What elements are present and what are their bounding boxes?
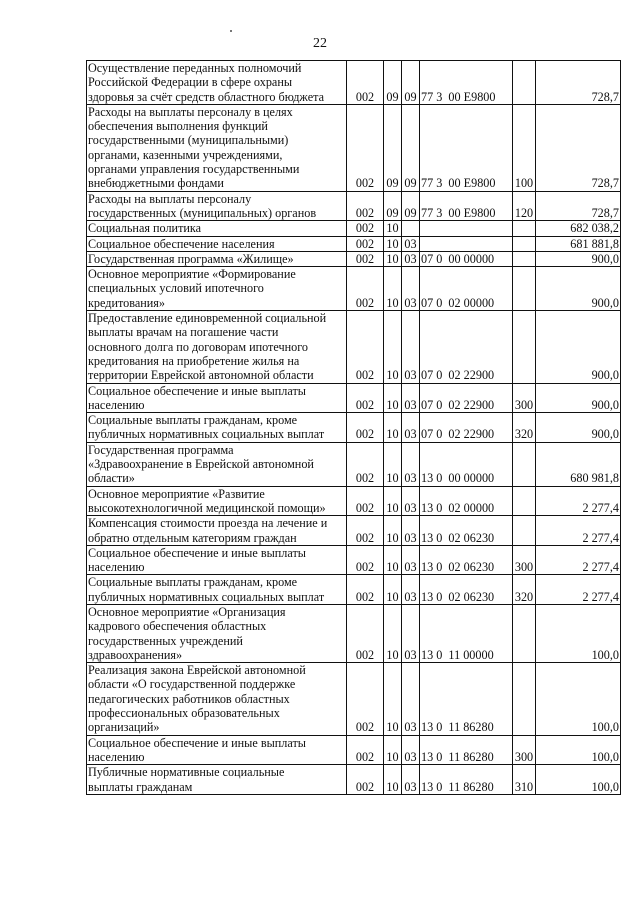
row-name: Реализация закона Еврейской автономной области «О государственной поддержке педагогических работников областных профессиональных образовательных организаций» [87, 663, 347, 735]
row-amount: 900,0 [536, 413, 621, 443]
row-section-code: 10 [384, 735, 402, 765]
row-name: Социальное обеспечение населения [87, 236, 347, 251]
row-amount: 728,7 [536, 61, 621, 105]
row-expense-type [513, 311, 536, 383]
row-subsection-code: 03 [402, 267, 420, 311]
row-subsection-code: 03 [402, 765, 420, 795]
row-amount: 680 981,8 [536, 442, 621, 486]
row-ved-code: 002 [347, 765, 384, 795]
row-amount: 682 038,2 [536, 221, 621, 236]
row-ved-code: 002 [347, 311, 384, 383]
row-name: Основное мероприятие «Развитие высокотехнологичной медицинской помощи» [87, 486, 347, 516]
row-ved-code: 002 [347, 383, 384, 413]
row-target-article: 13 0 11 86280 [420, 663, 513, 735]
row-amount: 2 277,4 [536, 516, 621, 546]
row-section-code: 10 [384, 486, 402, 516]
row-target-article: 13 0 11 00000 [420, 604, 513, 662]
row-name: Компенсация стоимости проезда на лечение и обратно отдельным категориям граждан [87, 516, 347, 546]
row-ved-code: 002 [347, 735, 384, 765]
row-expense-type [513, 663, 536, 735]
scan-dot [230, 30, 232, 32]
row-section-code: 09 [384, 191, 402, 221]
table-row [87, 251, 621, 266]
row-ved-code: 002 [347, 191, 384, 221]
row-expense-type: 320 [513, 575, 536, 605]
table-row [87, 516, 621, 546]
row-amount: 100,0 [536, 663, 621, 735]
row-ved-code: 002 [347, 236, 384, 251]
row-section-code: 10 [384, 663, 402, 735]
table-row [87, 221, 621, 236]
row-subsection-code: 03 [402, 251, 420, 266]
row-amount: 100,0 [536, 735, 621, 765]
table-row [87, 104, 621, 191]
row-target-article: 13 0 02 06230 [420, 516, 513, 546]
row-section-code: 10 [384, 442, 402, 486]
row-subsection-code: 09 [402, 191, 420, 221]
row-subsection-code: 03 [402, 545, 420, 575]
row-name: Основное мероприятие «Организация кадрового обеспечения областных государственных учреждений здравоохранения» [87, 604, 347, 662]
row-name: Государственная программа «Здравоохранение в Еврейской автономной области» [87, 442, 347, 486]
row-subsection-code: 03 [402, 604, 420, 662]
page-number: 22 [313, 36, 327, 51]
table-row [87, 575, 621, 605]
row-name: Государственная программа «Жилище» [87, 251, 347, 266]
row-expense-type [513, 516, 536, 546]
row-target-article: 13 0 11 86280 [420, 765, 513, 795]
row-subsection-code: 03 [402, 575, 420, 605]
table-row [87, 413, 621, 443]
row-expense-type: 300 [513, 735, 536, 765]
row-name: Социальное обеспечение и иные выплаты населению [87, 383, 347, 413]
table-row [87, 383, 621, 413]
row-amount: 728,7 [536, 104, 621, 191]
row-subsection-code: 03 [402, 442, 420, 486]
row-target-article: 07 0 02 22900 [420, 311, 513, 383]
row-amount: 900,0 [536, 383, 621, 413]
row-section-code: 10 [384, 251, 402, 266]
row-name: Социальное обеспечение и иные выплаты населению [87, 545, 347, 575]
table-row [87, 61, 621, 105]
row-subsection-code: 03 [402, 486, 420, 516]
row-target-article [420, 221, 513, 236]
row-name: Социальные выплаты гражданам, кроме публичных нормативных социальных выплат [87, 413, 347, 443]
row-expense-type [513, 251, 536, 266]
row-subsection-code [402, 221, 420, 236]
row-section-code: 10 [384, 221, 402, 236]
row-name: Осуществление переданных полномочий Российской Федерации в сфере охраны здоровья за счёт средств областного бюджета [87, 61, 347, 105]
row-name: Публичные нормативные социальные выплаты гражданам [87, 765, 347, 795]
table-row [87, 765, 621, 795]
row-expense-type: 300 [513, 545, 536, 575]
row-subsection-code: 03 [402, 413, 420, 443]
row-section-code: 10 [384, 545, 402, 575]
row-section-code: 10 [384, 575, 402, 605]
row-expense-type: 310 [513, 765, 536, 795]
row-target-article: 07 0 02 00000 [420, 267, 513, 311]
row-name: Расходы на выплаты персоналу государственных (муниципальных) органов [87, 191, 347, 221]
row-amount: 900,0 [536, 267, 621, 311]
row-section-code: 09 [384, 104, 402, 191]
row-target-article: 13 0 02 06230 [420, 545, 513, 575]
row-target-article: 13 0 11 86280 [420, 735, 513, 765]
table-row [87, 191, 621, 221]
row-subsection-code: 03 [402, 516, 420, 546]
row-ved-code: 002 [347, 516, 384, 546]
table-row [87, 604, 621, 662]
row-name: Основное мероприятие «Формирование специальных условий ипотечного кредитования» [87, 267, 347, 311]
row-target-article: 13 0 00 00000 [420, 442, 513, 486]
row-subsection-code: 03 [402, 735, 420, 765]
row-amount: 728,7 [536, 191, 621, 221]
row-name: Социальная политика [87, 221, 347, 236]
row-ved-code: 002 [347, 104, 384, 191]
row-section-code: 10 [384, 311, 402, 383]
row-expense-type [513, 236, 536, 251]
row-subsection-code: 09 [402, 104, 420, 191]
row-name: Расходы на выплаты персоналу в целях обеспечения выполнения функций государственными (муниципальными) органами, казенными учреждениями, органами управления государственными внебюджетными фондами [87, 104, 347, 191]
budget-table [86, 60, 621, 795]
row-target-article: 13 0 02 00000 [420, 486, 513, 516]
row-name: Социальное обеспечение и иные выплаты населению [87, 735, 347, 765]
row-expense-type [513, 267, 536, 311]
row-amount: 681 881,8 [536, 236, 621, 251]
row-target-article [420, 236, 513, 251]
row-section-code: 09 [384, 61, 402, 105]
row-target-article: 07 0 02 22900 [420, 383, 513, 413]
row-ved-code: 002 [347, 663, 384, 735]
row-subsection-code: 03 [402, 663, 420, 735]
table-row [87, 442, 621, 486]
row-name: Социальные выплаты гражданам, кроме публичных нормативных социальных выплат [87, 575, 347, 605]
table-row [87, 486, 621, 516]
table-row [87, 735, 621, 765]
row-amount: 100,0 [536, 765, 621, 795]
row-target-article: 77 3 00 Е9800 [420, 104, 513, 191]
row-ved-code: 002 [347, 486, 384, 516]
row-expense-type [513, 442, 536, 486]
row-amount: 900,0 [536, 311, 621, 383]
row-expense-type: 100 [513, 104, 536, 191]
table-row [87, 267, 621, 311]
row-ved-code: 002 [347, 61, 384, 105]
row-ved-code: 002 [347, 604, 384, 662]
row-target-article: 77 3 00 Е9800 [420, 191, 513, 221]
row-subsection-code: 03 [402, 383, 420, 413]
row-ved-code: 002 [347, 442, 384, 486]
row-ved-code: 002 [347, 413, 384, 443]
row-amount: 100,0 [536, 604, 621, 662]
row-target-article: 13 0 02 06230 [420, 575, 513, 605]
row-expense-type [513, 486, 536, 516]
row-section-code: 10 [384, 765, 402, 795]
row-amount: 2 277,4 [536, 575, 621, 605]
row-amount: 900,0 [536, 251, 621, 266]
row-ved-code: 002 [347, 251, 384, 266]
row-amount: 2 277,4 [536, 545, 621, 575]
row-amount: 2 277,4 [536, 486, 621, 516]
budget-table-body [87, 61, 621, 795]
row-section-code: 10 [384, 267, 402, 311]
row-ved-code: 002 [347, 267, 384, 311]
row-subsection-code: 03 [402, 236, 420, 251]
row-expense-type: 300 [513, 383, 536, 413]
row-section-code: 10 [384, 413, 402, 443]
table-row [87, 663, 621, 735]
row-name: Предоставление единовременной социальной выплаты врачам на погашение части основного долга по договорам ипотечного кредитования на приобретение жилья на территории Еврейской автономной области [87, 311, 347, 383]
row-target-article: 07 0 00 00000 [420, 251, 513, 266]
row-expense-type: 120 [513, 191, 536, 221]
row-expense-type [513, 61, 536, 105]
row-section-code: 10 [384, 236, 402, 251]
table-row [87, 311, 621, 383]
row-target-article: 77 3 00 Е9800 [420, 61, 513, 105]
row-section-code: 10 [384, 604, 402, 662]
table-row [87, 236, 621, 251]
row-ved-code: 002 [347, 575, 384, 605]
row-section-code: 10 [384, 516, 402, 546]
row-ved-code: 002 [347, 221, 384, 236]
row-target-article: 07 0 02 22900 [420, 413, 513, 443]
row-ved-code: 002 [347, 545, 384, 575]
row-subsection-code: 09 [402, 61, 420, 105]
row-expense-type: 320 [513, 413, 536, 443]
table-row [87, 545, 621, 575]
row-expense-type [513, 221, 536, 236]
row-expense-type [513, 604, 536, 662]
row-subsection-code: 03 [402, 311, 420, 383]
row-section-code: 10 [384, 383, 402, 413]
